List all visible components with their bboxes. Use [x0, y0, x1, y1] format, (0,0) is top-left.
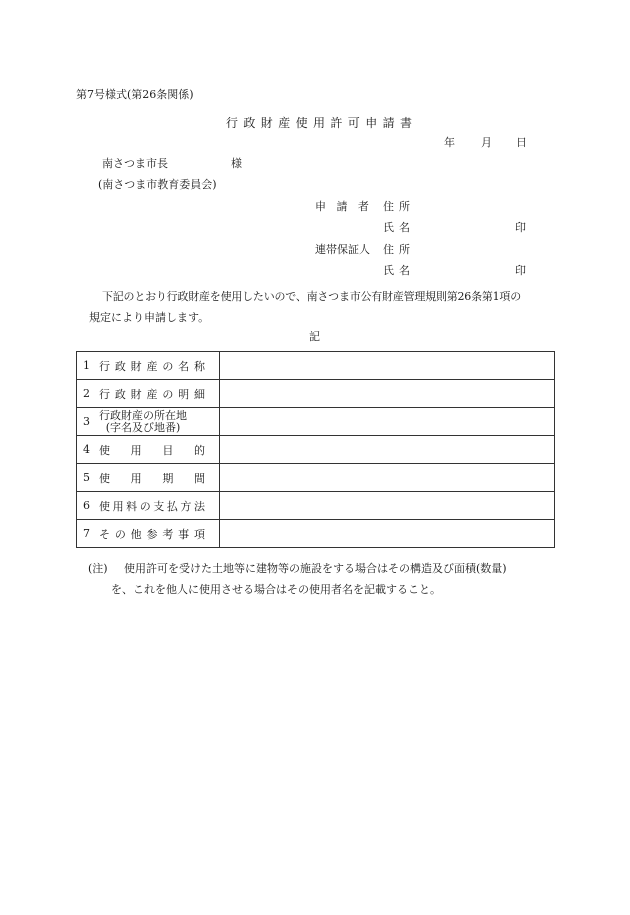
- item-label-stack: [99, 410, 187, 434]
- item-label: 使用期間: [99, 471, 205, 485]
- items-table: [76, 351, 555, 548]
- item-number: 3: [83, 414, 90, 428]
- table-row: [77, 492, 555, 520]
- item-label: 行政財産の名称: [99, 359, 205, 373]
- item-value-cell[interactable]: [220, 352, 555, 380]
- note-line2: [76, 579, 556, 600]
- addressee-board: (南さつま市教育委員会): [98, 178, 217, 191]
- guarantor-address-label: 住所: [383, 243, 415, 256]
- table-row: [77, 520, 555, 548]
- item-label: 使用目的: [99, 443, 205, 457]
- item-label: その他参考事項: [99, 527, 205, 541]
- item-number: 6: [83, 498, 90, 512]
- item-label: 行政財産の明細: [99, 387, 205, 401]
- item-number: 7: [83, 526, 90, 540]
- body-text-line2: 規定により申請します。: [89, 311, 210, 324]
- table-row: [77, 464, 555, 492]
- form-number: 第7号様式(第26条関係): [76, 88, 194, 101]
- item-value-cell[interactable]: [220, 436, 555, 464]
- table-row: [77, 436, 555, 464]
- note-line1: [76, 558, 556, 579]
- item-label-cell: [77, 352, 220, 380]
- table-row: [77, 380, 555, 408]
- item-value-cell[interactable]: [220, 492, 555, 520]
- guarantor-seal: 印: [515, 264, 526, 277]
- date-month: 月: [481, 136, 492, 149]
- item-value-cell[interactable]: [220, 520, 555, 548]
- date-year: 年: [444, 136, 455, 149]
- item-number: 2: [83, 386, 90, 400]
- ki-heading: 記: [309, 330, 320, 343]
- item-label-cell: [77, 492, 220, 520]
- guarantor-role: 連帯保証人: [315, 243, 370, 256]
- applicant-role: 申請者: [315, 200, 380, 213]
- item-label: 使用料の支払方法: [99, 499, 205, 513]
- item-label-cell: [77, 464, 220, 492]
- item-value-cell[interactable]: [220, 464, 555, 492]
- table-row: [77, 352, 555, 380]
- item-label: 行政財産の所在地: [99, 408, 187, 422]
- note-text-line1: 使用許可を受けた土地等に建物等の施設をする場合はその構造及び面積(数量): [124, 562, 507, 575]
- table-row: [77, 408, 555, 436]
- body-text-line1: 下記のとおり行政財産を使用したいので、南さつま市公有財産管理規則第26条第1項の: [102, 290, 521, 303]
- item-number: 4: [83, 442, 90, 456]
- applicant-seal: 印: [515, 221, 526, 234]
- item-number: 1: [83, 358, 90, 372]
- item-sublabel: (字名及び地番): [105, 420, 181, 434]
- addressee-honorific: 様: [231, 157, 242, 170]
- note-prefix: (注): [88, 562, 108, 575]
- note-text-line2: を、これを他人に使用させる場合はその使用者名を記載すること。: [111, 583, 441, 596]
- document-title: 行政財産使用許可申請書: [226, 116, 418, 130]
- addressee-mayor: 南さつま市長: [102, 157, 168, 170]
- item-number: 5: [83, 470, 90, 484]
- guarantor-name-label: 氏名: [383, 264, 415, 277]
- applicant-name-label: 氏名: [383, 221, 415, 234]
- note: [76, 558, 556, 600]
- item-label-cell: [77, 520, 220, 548]
- item-value-cell[interactable]: [220, 380, 555, 408]
- applicant-address-label: 住所: [383, 200, 415, 213]
- item-label-cell: [77, 408, 220, 436]
- item-value-cell[interactable]: [220, 408, 555, 436]
- date-day: 日: [516, 136, 527, 149]
- item-label-cell: [77, 436, 220, 464]
- item-label-cell: [77, 380, 220, 408]
